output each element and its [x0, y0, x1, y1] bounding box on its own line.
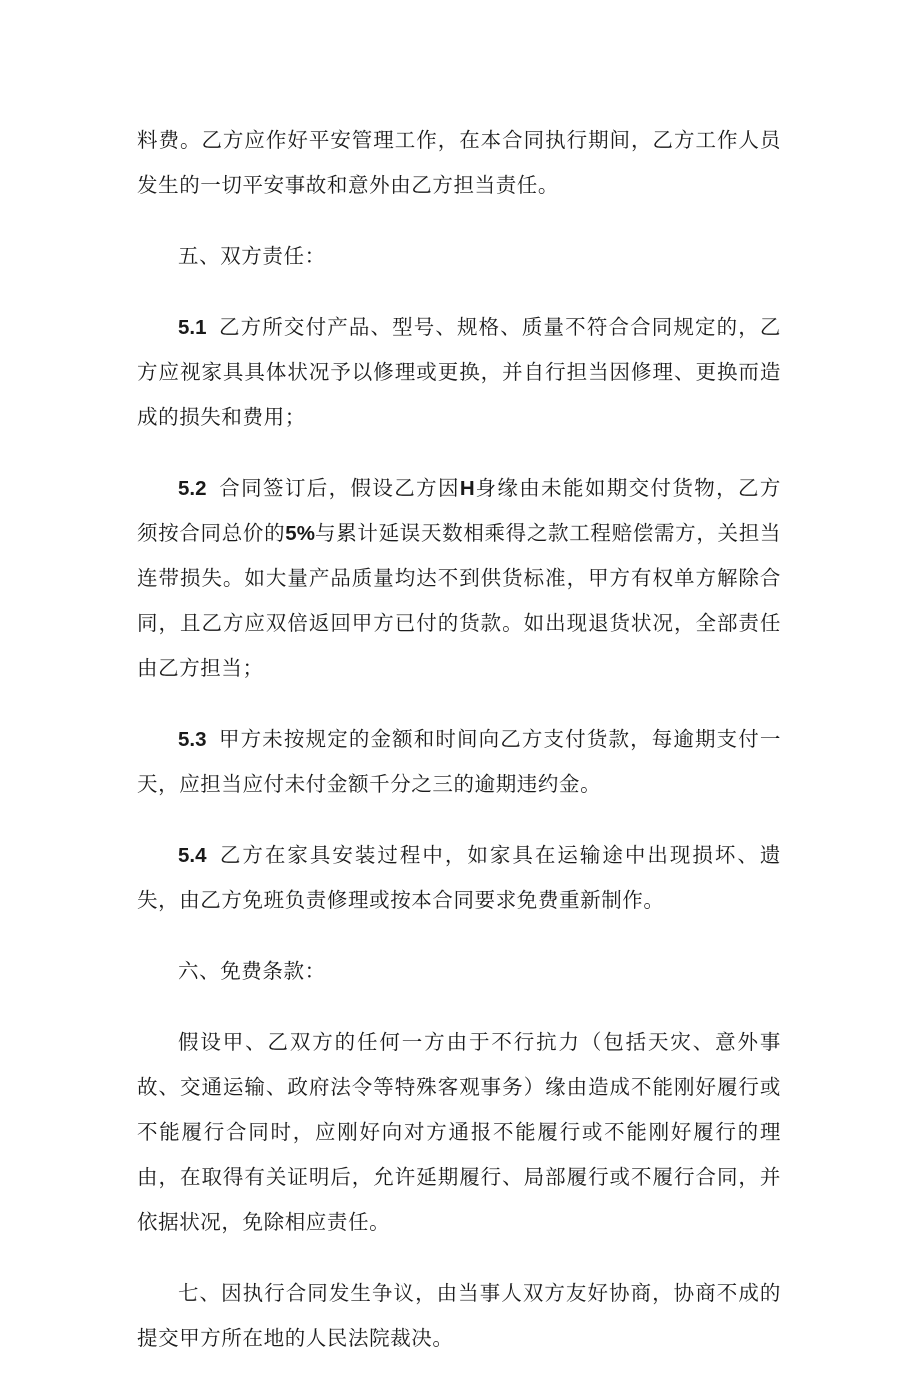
clause-number: 5.2 [178, 477, 207, 500]
clause-percentage: 5% [285, 522, 315, 545]
clause-text-part-c: 与累计延误天数相乘得之款工程赔偿需方，关担当连带损失。如大量产品质量均达不到供货标准，甲方有权单方解除合同，且乙方应双倍返回甲方已付的货款。如出现退货状况，全部责任由乙方担当； [137, 521, 781, 680]
paragraph-dispute-resolution [137, 1271, 781, 1361]
clause-text-part-a: 合同签订后，假设乙方因 [218, 476, 460, 500]
clause-5-1 [137, 305, 781, 440]
paragraph-safety-management [137, 118, 781, 208]
clause-5-4 [137, 833, 781, 923]
clause-mark-h: H [459, 477, 475, 500]
section-heading-mutual-responsibilities [137, 234, 781, 279]
clause-text-part-b: 身缘由未能如期交付货物，乙方须按合同总价的 [137, 476, 781, 545]
heading-text: 六、免费条款： [178, 959, 326, 983]
clause-text: 乙方在家具安装过程中，如家具在运输途中出现损坏、遗失，由乙方免班负责修理或按本合同要求免费重新制作。 [137, 843, 781, 912]
clause-5-3 [137, 717, 781, 807]
clause-text: 甲方未按规定的金额和时间向乙方支付货款，每逾期支付一天，应担当应付未付金额千分之三的逾期违约金。 [137, 727, 781, 796]
document-body [137, 118, 781, 1387]
heading-text: 五、双方责任： [178, 244, 326, 268]
clause-5-2 [137, 466, 781, 691]
clause-number: 5.4 [178, 844, 207, 867]
paragraph-text: 假设甲、乙双方的任何一方由于不行抗力（包括天灾、意外事故、交通运输、政府法令等特殊客观事务）缘由造成不能刚好履行或不能履行合同时，应刚好向对方通报不能履行或不能刚好履行的理由，在取得有关证明后，允许延期履行、局部履行或不履行合同，并依据状况，免除相应责任。 [137, 1030, 781, 1234]
paragraph-text: 料费。乙方应作好平安管理工作，在本合同执行期间，乙方工作人员发生的一切平安事故和意外由乙方担当责任。 [137, 128, 781, 197]
paragraph-text: 七、因执行合同发生争议，由当事人双方友好协商，协商不成的提交甲方所在地的人民法院裁决。 [137, 1281, 781, 1350]
paragraph-force-majeure [137, 1020, 781, 1245]
clause-number: 5.3 [178, 728, 207, 751]
section-heading-exemption-clause [137, 949, 781, 994]
clause-number: 5.1 [178, 316, 207, 339]
clause-text: 乙方所交付产品、型号、规格、质量不符合合同规定的，乙方应视家具具体状况予以修理或更换，并自行担当因修理、更换而造成的损失和费用； [137, 315, 781, 429]
